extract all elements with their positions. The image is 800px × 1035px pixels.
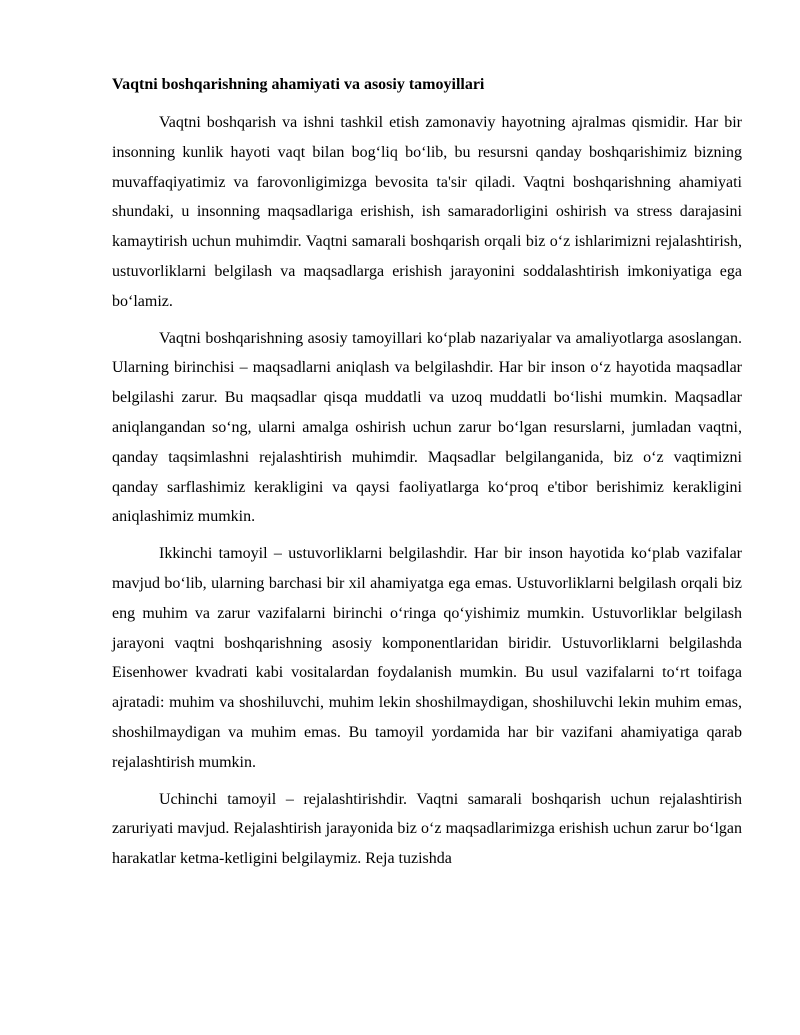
paragraph-third-principle: Uchinchi tamoyil – rejalashtirishdir. Vaqtni samarali boshqarish uchun rejalashtirish zaruriyati mavjud. Rejalashtirish jarayonida biz o‘z maqsadlarimizga erishish uchun zarur bo‘lgan harakatlar ketma-ketligini belgilaymiz. Reja tuzishda — [112, 790, 742, 868]
paragraph-intro: Vaqtni boshqarish va ishni tashkil etish zamonaviy hayotning ajralmas qismidir. Har bir insonning kunlik hayoti vaqt bilan bog‘liq bo‘lib, bu resursni qanday boshqarishimiz bizning muvaffaqiyatimiz va farovonligimizga bevosita ta'sir qiladi. Vaqtni boshqarishning ahamiyati shundaki, u insonning maqsadlariga erishish, ish samaradorligini oshirish va stress darajasini kamaytirish uchun muhimdir. Vaqtni samarali boshqarish orqali biz o‘z ishlarimizni rejalashtirish, ustuvorliklarni belgilash va maqsadlarga erishish jarayonini soddalashtirish imkoniyatiga ega bo‘lamiz. — [112, 114, 742, 310]
document-title: Vaqtni boshqarishning ahamiyati va asosiy tamoyillari — [112, 76, 485, 93]
document-page — [112, 72, 742, 881]
paragraph-principles: Vaqtni boshqarishning asosiy tamoyillari ko‘plab nazariyalar va amaliyotlarga asoslangan. Ularning birinchisi – maqsadlarni aniqlash va belgilashdir. Har bir inson o‘z hayotida maqsadlar belgilashi zarur. Bu maqsadlar qisqa muddatli va uzoq muddatli bo‘lishi mumkin. Maqsadlar aniqlangandan so‘ng, ularni amalga oshirish uchun zarur bo‘lgan resurslarni, jumladan vaqtni, qanday taqsimlashni rejalashtirish muhimdir. Maqsadlar belgilanganida, biz o‘z vaqtimizni qanday sarflashimiz kerakligini va qaysi faoliyatlarga ko‘proq e'tibor berishimiz kerakligini aniqlashimiz mumkin. — [112, 329, 742, 526]
paragraph-second-principle: Ikkinchi tamoyil – ustuvorliklarni belgilashdir. Har bir inson hayotida ko‘plab vazifalar mavjud bo‘lib, ularning barchasi bir xil ahamiyatga ega emas. Ustuvorliklarni belgilash orqali biz eng muhim va zarur vazifalarni birinchi o‘ringa qo‘yishimiz mumkin. Ustuvorliklar belgilash jarayoni vaqtni boshqarishning asosiy komponentlaridan biridir. Ustuvorliklarni belgilashda Eisenhower kvadrati kabi vositalardan foydalanish mumkin. Bu usul vazifalarni to‘rt toifaga ajratadi: muhim va shoshiluvchi, muhim lekin shoshilmaydigan, shoshiluvchi lekin muhim emas, shoshilmaydigan va muhim emas. Bu tamoyil yordamida har bir vazifani ahamiyatiga qarab rejalashtirish mumkin. — [112, 545, 742, 771]
